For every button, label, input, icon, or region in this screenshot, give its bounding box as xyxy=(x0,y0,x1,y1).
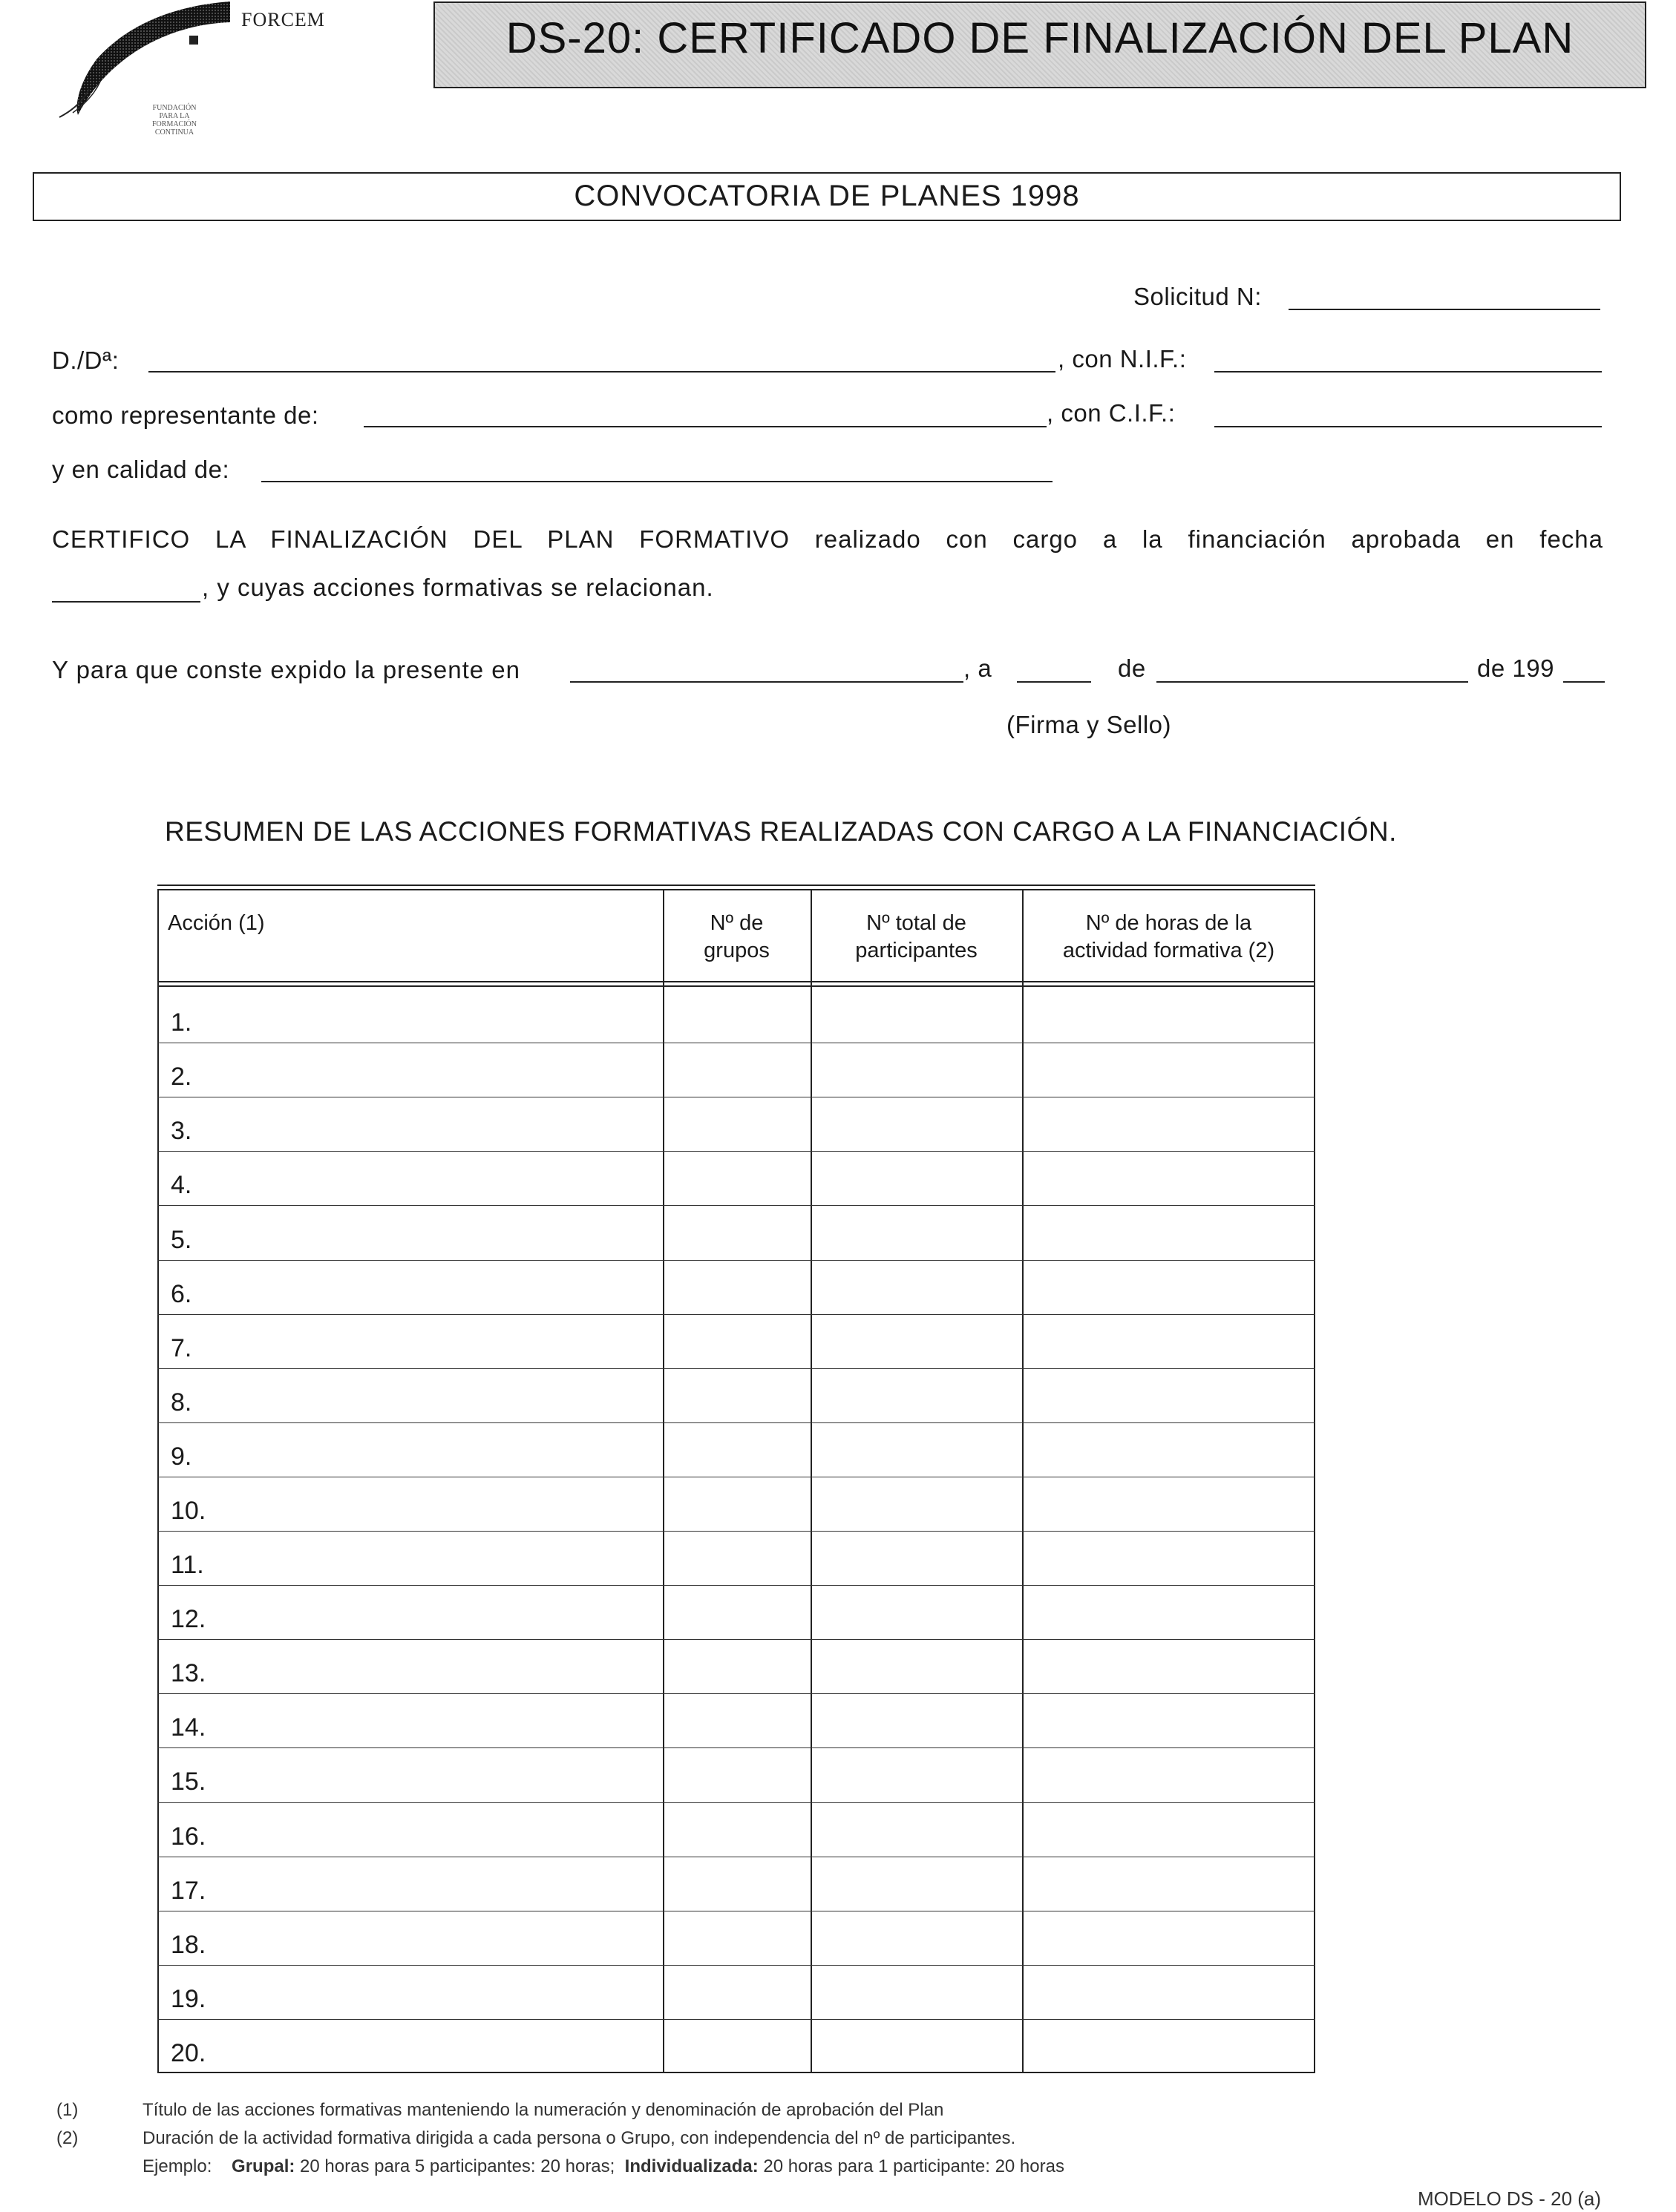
summary-title: RESUMEN DE LAS ACCIONES FORMATIVAS REALIZADAS CON CARGO A LA FINANCIACIÓN. xyxy=(165,816,1397,847)
de-year-label: de 199 xyxy=(1477,654,1554,682)
nif-label: , con N.I.F.: xyxy=(1058,345,1187,373)
table-row-number: 3. xyxy=(171,1117,192,1145)
cif-field[interactable] xyxy=(1214,426,1602,427)
table-col-divider xyxy=(1022,889,1024,2073)
cif-label: , con C.I.F.: xyxy=(1047,399,1176,427)
table-row-number: 13. xyxy=(171,1659,206,1687)
dd-label: D./Dª: xyxy=(52,347,120,374)
firma-sello-label: (Firma y Sello) xyxy=(1006,711,1172,738)
table-row-divider xyxy=(157,2019,1315,2020)
calidad-field[interactable] xyxy=(261,481,1053,482)
table-row-divider xyxy=(157,1205,1315,1206)
table-row-number: 18. xyxy=(171,1931,206,1959)
table-row-divider xyxy=(157,1531,1315,1532)
table-row-number: 19. xyxy=(171,1985,206,2013)
table-row-divider xyxy=(157,1639,1315,1640)
expido-label: Y para que conste expido la presente en xyxy=(52,656,520,683)
footnote-2-text: Duración de la actividad formativa dirigida a cada persona o Grupo, con independencia del nº de participantes. xyxy=(143,2128,1016,2148)
solicitud-field[interactable] xyxy=(1289,309,1600,310)
table-row-divider xyxy=(157,1585,1315,1586)
table-row-divider xyxy=(157,1368,1315,1369)
header-participantes: Nº total de participantes xyxy=(855,911,978,962)
table-col-divider xyxy=(811,889,812,2073)
table-row-number: 9. xyxy=(171,1443,192,1471)
de-label: de xyxy=(1118,654,1146,682)
dia-field[interactable] xyxy=(1017,681,1091,683)
table-row-number: 10. xyxy=(171,1497,206,1525)
header-accion: Acción (1) xyxy=(168,911,265,935)
representante-field[interactable] xyxy=(364,426,1047,427)
calidad-label: y en calidad de: xyxy=(52,456,230,483)
table-row-divider xyxy=(157,1422,1315,1423)
a-label: , a xyxy=(963,654,992,682)
document-title: DS-20: CERTIFICADO DE FINALIZACIÓN DEL PLAN xyxy=(505,14,1574,62)
convocatoria-box xyxy=(33,172,1621,221)
document-title-box xyxy=(433,1,1646,88)
table-row-divider xyxy=(157,1314,1315,1315)
footnote-1-marker: (1) xyxy=(56,2100,79,2120)
table-row-number: 5. xyxy=(171,1226,192,1254)
table-row-number: 20. xyxy=(171,2039,206,2067)
table-row-number: 2. xyxy=(171,1063,192,1091)
summary-table xyxy=(157,889,1315,2073)
lugar-field[interactable] xyxy=(570,681,963,683)
table-row-number: 4. xyxy=(171,1171,192,1199)
model-code: MODELO DS - 20 (a) xyxy=(1418,2188,1602,2210)
header-horas: Nº de horas de la actividad formativa (2) xyxy=(1062,911,1275,962)
footnote-1-text: Título de las acciones formativas manteniendo la numeración y denominación de aprobación del Plan xyxy=(143,2100,944,2120)
table-row-number: 1. xyxy=(171,1008,192,1037)
table-row-number: 6. xyxy=(171,1280,192,1308)
table-col-divider xyxy=(663,889,664,2073)
table-header-rule xyxy=(157,981,1315,982)
table-top-rule xyxy=(157,885,1315,886)
table-row-number: 12. xyxy=(171,1605,206,1633)
logo-wordmark: FORCEM xyxy=(241,9,325,30)
anio-field[interactable] xyxy=(1563,681,1605,683)
forcem-logo-mark xyxy=(45,0,238,119)
nif-field[interactable] xyxy=(1214,371,1602,373)
table-row-divider xyxy=(157,1802,1315,1803)
solicitud-label: Solicitud N: xyxy=(1133,283,1262,310)
representante-label: como representante de: xyxy=(52,401,319,429)
table-row-number: 17. xyxy=(171,1877,206,1905)
table-row-number: 11. xyxy=(171,1551,204,1579)
table-row-number: 7. xyxy=(171,1334,192,1362)
convocatoria-title: CONVOCATORIA DE PLANES 1998 xyxy=(574,180,1080,212)
table-row-number: 14. xyxy=(171,1713,206,1742)
mes-field[interactable] xyxy=(1156,681,1468,683)
header-grupos: Nº de grupos xyxy=(704,911,770,962)
footnote-2-marker: (2) xyxy=(56,2128,79,2148)
table-row-divider xyxy=(157,1747,1315,1748)
table-row-number: 15. xyxy=(171,1768,206,1796)
table-row-divider xyxy=(157,1151,1315,1152)
table-row-number: 16. xyxy=(171,1822,206,1851)
table-row-divider xyxy=(157,1693,1315,1694)
certifico-text-cont: , y cuyas acciones formativas se relacionan. xyxy=(202,574,714,601)
fecha-aprobacion-field[interactable] xyxy=(52,601,200,603)
certifico-text: CERTIFICO LA FINALIZACIÓN DEL PLAN FORMATIVO realizado con cargo a la financiación aprobada en fecha xyxy=(52,525,1603,553)
table-row-divider xyxy=(157,1965,1315,1966)
dd-name-field[interactable] xyxy=(148,371,1055,373)
table-header-rule-inner xyxy=(157,985,1315,987)
table-row-divider xyxy=(157,1260,1315,1261)
logo-subtitle: FUNDACIÓN PARA LA FORMACIÓN CONTINUA xyxy=(151,104,197,137)
table-row-number: 8. xyxy=(171,1388,192,1417)
footnote-example: Ejemplo: Grupal: 20 horas para 5 participantes: 20 horas; Individualizada: 20 horas para 1 participante: 20 horas xyxy=(143,2156,1064,2176)
